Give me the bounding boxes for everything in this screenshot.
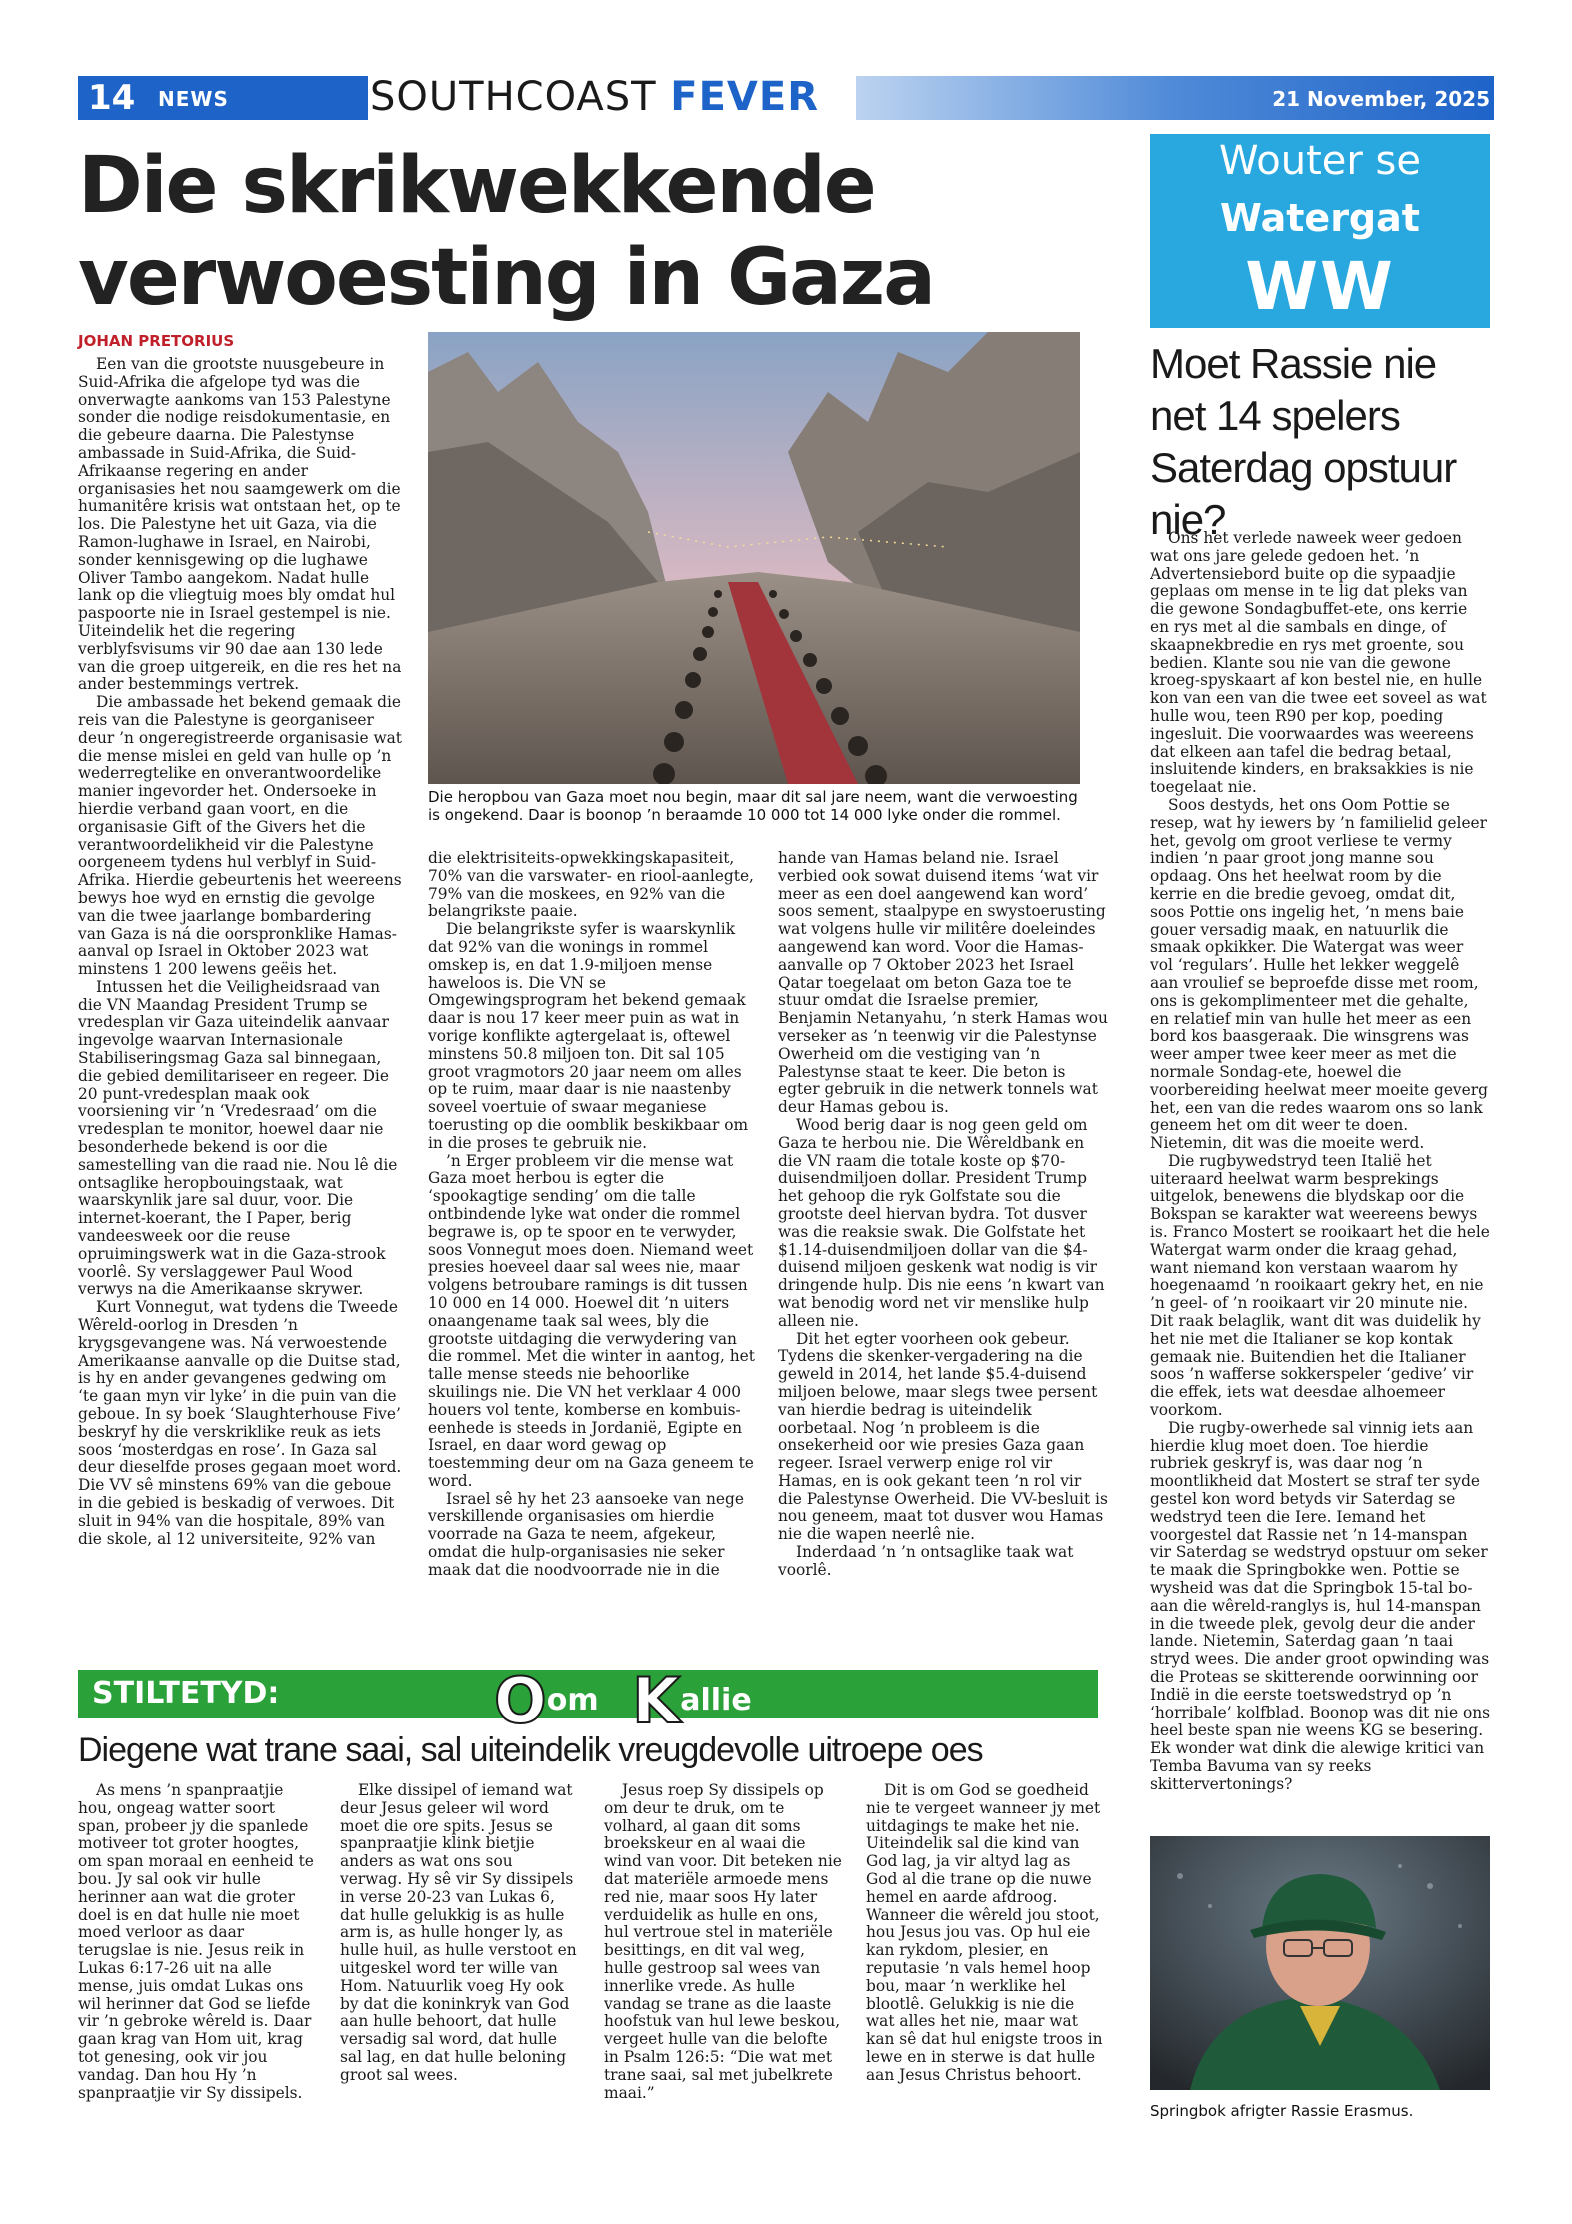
sidebar-headline: Moet Rassie nie net 14 spelers Saterdag opstuur nie?	[1150, 340, 1457, 543]
logo-letter-k: K	[632, 1664, 681, 1737]
stiltetyd-headline: Diegene wat trane saai, sal uiteindelik vreugdevolle uitroepe oes	[78, 1731, 983, 1769]
column-title-line-2: Watergat	[1220, 196, 1420, 240]
paragraph: die elektrisiteits-opwekkingskapasiteit, 70% van die varswater- en riool-aanlegte, 79% van die moskees, en 92% van die belangrikste paaie.	[428, 849, 754, 921]
masthead-brand	[370, 72, 819, 122]
paragraph: Die rugbywedstryd teen Italië het uiteraard heelwat warm besprekings uitgelok, benewens die blydskap oor die Bokspan se karakter wat weereens bewys is. Franco Mostert se rooikaart het die hele Watergat warm onder die kraag gehad, want niemand kon verstaan waarom hy hoegenaamd ’n rooikaart gekry het, en nie ’n geel- of ’n rooikaart vir 20 minute nie. Dit raak belaglik, want dit was duidelik hy het nie met die Italianer se kop kontak gemaak nie. Buitendien het die Italianer soos ’n wafferse sokkerspeler ‘gedive’ vir die effek, iets wat deesdae alhoemeer voorkom.	[1150, 1151, 1490, 1420]
sidebar-body	[1150, 530, 1490, 1794]
logo-allie: allie	[680, 1683, 752, 1718]
stiltetyd-label: STILTETYD:	[92, 1676, 280, 1711]
paragraph: hande van Hamas beland nie. Israel verbied ook sowat duisend items ‘wat vir meer as een doel aangewend kan word’ soos sement, staalpype en swystoerusting wat volgens hulle vir militêre doeleindes aangewend kan word. Voor die Hamas-aanvalle op 7 Oktober 2023 het Israel Qatar toegelaat om beton Gaza toe te stuur omdat die Israelse premier, Benjamin Netanyahu, ’n sterk Hamas wou verseker as ’n teenwig vir die Palestynse Owerheid om die vestiging van ’n Palestynse staat te keer. Die beton is egter gebruik in die netwerk tonnels wat deur Hamas gebou is.	[778, 849, 1108, 1117]
section-label: NEWS	[158, 87, 229, 111]
page-number: 14	[88, 78, 136, 118]
paragraph: Intussen het die Veiligheidsraad van die VN Maandag President Trump se vredesplan vir Gaza uiteindelik aanvaar ingevolge waarvan Internasionale Stabiliseringsmag Gaza sal binnegaan, die gebied demilitariseer en regeer. Die 20 punt-vredesplan maak ook voorsiening vir ’n ‘Vredesraad’ om die vredesplan te monitor, hoewel daar nie besonderhede bekend is oor die samestelling van die raad nie. Nou lê die ontsaglike heropbouingstaak, wat waarskynlik jare sal duur, voor. Die internet-koerant, the I Paper, berig vandeesweek oor die reuse opruimingswerk wat in die Gaza-strook voorlê. Sy verslaggewer Paul Wood verwys na die Amerikaanse skrywer.	[78, 977, 398, 1299]
paragraph: Die rugby-owerhede sal vinnig iets aan hierdie klug moet doen. Toe hierdie rubriek geskryf is, was daar nog ’n moontlikheid dat Mostert se straf ter syde gestel kon word betyds vir Saterdag se wedstryd teen die Iere. Iemand het voorgestel dat Rassie net ’n 14-manspan vir Saterdag se wedstryd opstuur om seker te maak die Springbokke wen. Pottie se wysheid was dat die Springbok 15-tal bo-aan die wêreld-ranglys is, hul 14-manspan in die tweede plek, gevolg deur die ander lande. Nietemin, Saterdag gaan ’n taai stryd wees. Die ander groot opwinding was die Proteas se skitterende oorwinning oor Indië in die eerste toetswedstryd op ’n ‘horribale’ kolfblad. Boonop was dit nie ons heel beste span nie weens KG se besering. Ek wonder wat dink die alewige kritici van Temba Bavuma van sy reeks skittervertonings?	[1150, 1418, 1491, 1793]
paragraph: Dit het egter voorheen ook gebeur. Tydens die skenker-vergadering na die geweld in 2014, het lande $5.4-duisend miljoen belowe, maar slegs twee persent van hierdie bedrag is uiteindelik oorbetaal. Nog ’n probleem is die onsekerheid oor wie presies Gaza gaan regeer. Israel verwerp enige rol vir Hamas, en is ook gekant teen ’n rol vir die Palestynse Owerheid. Die VV-besluit is nou geneem, maat tot dusver wou Hamas nie die wapen neerlê nie.	[778, 1329, 1108, 1544]
stiltetyd-column-2	[340, 1782, 578, 2085]
article-headline	[78, 140, 1118, 324]
sidebar-photo-caption: Springbok afrigter Rassie Erasmus.	[1150, 2102, 1414, 2120]
article-column-3	[778, 850, 1108, 1580]
paragraph: Die belangrikste syfer is waarskynlik dat 92% van die wonings in rommel omskep is, en dat 1.9-miljoen mense haweloos is. Die VN se Omgewingsprogram het bekend gemaak daar is nou 17 keer meer puin as wat in vorige konflikte agtergelaat is, oftewel minstens 50.8 miljoen ton. Dit sal 105 groot vragmotors 20 jaar neem om alles op te ruim, maar daar is nie naastenby soveel voertuie of swaar meganiese toerusting op die oomblik beskikbaar om in die proses te gebruik nie.	[428, 920, 749, 1152]
column-title-line-1: Wouter se	[1219, 138, 1421, 184]
paragraph: Soos destyds, het ons Oom Pottie se resep, wat hy iewers by ’n familielid geleer het, gevolg om groot verliese te vermy indien ’n paar groot jong manne sou opdaag. Ons het heelwat room by die kerrie en die bredie gevoeg, omdat dit, soos Pottie ons ingelig het, ’n mens baie gouer versadig maak, en natuurlik die smaak opkikker. Die Watergat was weer vol ‘regulars’. Hulle het lekker weggelê aan vroulief se beproefde disse met room, ons is gekomplimenteer met die gehalte, en relatief min van hulle het meer as een bord kos baasgeraak. Die winsgrens was weer amper twee keer meer as met die normale Sondag-ete, hoewel die voorbereiding heelwat meer moeite geverg het, een van die redes waarom ons so lank geneem het om dit weer te doen. Nietemin, dit was die moeite werd.	[1150, 795, 1488, 1153]
paragraph: Elke dissipel of iemand wat deur Jesus geleer wil word moet die ore spits. Jesus se spanpraatjie klink bietjie anders as wat ons sou verwag. Hy sê vir Sy dissipels in verse 20-23 van Lukas 6, dat hulle gelukkig is as hulle arm is, as hulle honger ly, as hulle huil, as hulle verstoot en uitgeskel word ter wille van Hom. Natuurlik voeg Hy ook by dat die koninkryk van God aan hulle behoort, dat hulle versadig sal word, dat hulle sal lag, en dat hulle beloning groot sal wees.	[340, 1781, 577, 2084]
stiltetyd-column-1	[78, 1782, 316, 2102]
issue-date: 21 November, 2025	[1272, 87, 1490, 111]
headline-line-1: Die skrikwekkende	[78, 141, 875, 231]
paragraph: Jesus roep Sy dissipels op om deur te druk, om te volhard, al gaan dit soms broekskeur en al waai die wind van voor. Dit beteken nie dat materiële armoede mens red nie, maar soos Hy later verduidelik as hulle en ons, hul vertroue stel in materiële besittings, en dit val weg, hulle gestroop sal wees van innerlike vrede. As hulle vandag se trane as die laaste hoofstuk van hul lewe beskou, vergeet hulle van die belofte in Psalm 126:5: “Die wat met trane saai, sal met jubelkrete maai.”	[604, 1781, 842, 2102]
paragraph: Kurt Vonnegut, wat tydens die Tweede Wêreld-oorlog in Dresden ’n krygsgevangene was. Ná verwoestende Amerikaanse aanvalle op die Duitse stad, is hy en ander gevangenes gedwing om ‘te gaan myn vir lyke’ in die puin van die geboue. In sy boek ‘Slaughterhouse Five’ beskryf hy die verskriklike reuk as iets soos ‘mosterdgas en rose’. In Gaza sal deur dieselfde proses gegaan moet word. Die VV sê minstens 69% van die geboue in die gebied is beskadig of verwoes. Dit sluit in 94% van die hospitale, 89% van die skole, al 12 universiteite, 92% van	[78, 1298, 402, 1548]
paragraph: Die ambassade het bekend gemaak die reis van die Palestyne is georganiseer deur ’n ongeregistreerde organisasie wat die mense mislei en geld van hulle op ’n wederregtelike en onverantwoordelike manier ingevorder het. Ondersoeke in hierdie verband gaan voort, en die organisasie Gift of the Givers het die verantwoordelikheid vir die Palestyne oorgeneem tydens hul verblyf in Suid-Afrika. Hierdie gebeurtenis het weereens bewys hoe wyd en ernstig die gevolge van die twee jaarlange bombardering van Gaza is ná die oorspronklike Hamas-aanval op Israel in Oktober 2023 wat minstens 1 200 lewens geëis het.	[78, 693, 402, 979]
gaza-photo-illustration	[428, 332, 1080, 784]
photo-caption: Die heropbou van Gaza moet nou begin, maar dit sal jare neem, want die verwoesting is ongekend. Daar is boonop ’n beraamde 10 000 tot 14 000 lyke onder die rommel.	[428, 788, 1078, 824]
paragraph: Een van die grootste nuusgebeure in Suid-Afrika die afgelope tyd was die onverwagte aankoms van 153 Palestyne sonder die nodige reisdokumentasie, en die gebeure daarna. Die Palestynse ambassade in Suid-Afrika, die Suid-Afrikaanse regering en ander organisasies het nou saamgewerk om die humanitêre krisis wat ontstaan het, op te los. Die Palestyne het uit Gaza, via die Ramon-lughawe in Israel, en Nairobi, sonder kennisgewing op die lughawe Oliver Tambo aangekom. Nadat hulle lank op die vliegtuig moes bly omdat hul paspoorte nie in Israel gestempel is nie. Uiteindelik het die regering verblyfsvisums vir 90 dae aan 130 lede van die groep uitgereik, en die res het na ander bestemmings vertrek.	[78, 355, 402, 694]
paragraph: Israel sê hy het 23 aansoeke van nege verskillende organisasies om hierdie voorrade na Gaza te neem, afgekeur, omdat die hulp-organisasies nie seker maak dat die noodvoorrade nie in die	[428, 1489, 744, 1579]
paragraph: As mens ’n spanpraatjie hou, ongeag watter soort span, probeer jy die spanlede motiveer tot groter hoogtes, om span moraal en eenheid te bou. Jy sal ook vir hulle herinner aan wat die groter doel is en dat hulle nie moet moed verloor as daar terugslae is nie. Jesus reik in Lukas 6:17-26 uit na alle mense, juis omdat Lukas ons wil herinner dat God se liefde vir ’n gebroke wêreld is. Daar gaan krag van Hom uit, krag tot genesing, ook vir jou vandag. Dan hou Hy ’n spanpraatjie vir Sy dissipels.	[78, 1781, 314, 2102]
brand-bold: FEVER	[670, 74, 820, 120]
paragraph: Inderdaad ’n ’n ontsaglike taak wat voorlê.	[778, 1543, 1074, 1579]
gaza-photo	[428, 332, 1080, 784]
column-initials: WW	[1245, 248, 1395, 325]
stiltetyd-column-4	[866, 1782, 1104, 2085]
article-column-2	[428, 850, 758, 1580]
logo-om: om	[546, 1683, 599, 1718]
paragraph: ’n Erger probleem vir die mense wat Gaza moet herbou is egter die ‘spookagtige sending’ om die talle ontbindende lyke wat onder die rommel begrawe is, op te spoor en te verwyder, soos Vonnegut moes doen. Niemand weet presies hoeveel daar sal wees nie, maar volgens betroubare ramings is dit tussen 10 000 en 14 000. Hoewel dit ’n uiters onaangename taak sal wees, bly die grootste uitdaging die verwydering van die rommel. Met die winter in aantog, het talle mense steeds nie behoorlike skuilings nie. Die VN het verklaar 4 000 houers vol tente, komberse en kombuis-eenhede is steeds in Jordanië, Egipte en Israel, en daar word gewag op toestemming deur om na Gaza geneem te word.	[428, 1151, 755, 1490]
stiltetyd-column-3	[604, 1782, 842, 2102]
byline: JOHAN PRETORIUS	[78, 332, 235, 350]
paragraph: Wood berig daar is nog geen geld om Gaza te herbou nie. Die Wêreldbank en die VN raam die totale koste op $70-duisendmiljoen dollar. President Trump het gehoop die ryk Golfstate sou die grootste deel hiervan bydra. Tot dusver was die reaksie swak. Die Golfstate het $1.14-duisendmiljoen dollar van die $4-duisend miljoen geskenk wat nodig is vir dringende hulp. Dis nie eens ’n kwart van wat benodig word net vir menslike hulp alleen nie.	[778, 1115, 1105, 1330]
article-column-1	[78, 356, 404, 1548]
oom-kallie-logo	[494, 1664, 752, 1737]
paragraph: Ons het verlede naweek weer gedoen wat ons jare gelede gedoen het. ’n Advertensiebord buite op die sypaadjie geplaas om mense in te lig dat pleks van die gewone Sondagbuffet-ete, ons kerrie en rys met al die sambals en dinge, of skaapnekbredie en rys met groente, sou bedien. Klante sou nie van die gewone kroeg-spyskaart af kon bestel nie, en hulle kon van een van die twee eet soveel as wat hulle wou, teen R90 per kop, poeding ingesluit. Die voorwaardes was weereens dat elkeen aan tafel die bedrag betaal, insluitende kinders, en braksakkies is nie toegelaat nie.	[1150, 529, 1487, 797]
logo-letter-o: O	[494, 1664, 547, 1737]
headline-line-2: verwoesting in Gaza	[78, 233, 934, 323]
rassie-photo	[1150, 1836, 1490, 2090]
rassie-photo-illustration	[1150, 1836, 1490, 2090]
brand-light: SOUTHCOAST	[370, 74, 657, 120]
paragraph: Dit is om God se goedheid nie te vergeet wanneer jy met uitdagings te make het nie. Uiteindelik sal die kind van God lag, ja vir altyd lag as God al die trane op die nuwe hemel en aarde afdroog. Wanneer die wêreld jou stoot, hou Jesus jou vas. Op hul eie kan rykdom, plesier, en reputasie ’n vals hemel hoop bou, maar ’n werklike hel blootlê. Gelukkig is nie die wat alles het nie, maar wat kan sê dat hul enigste troos in lewe en in sterwe is dat hulle aan Jesus Christus behoort.	[866, 1781, 1103, 2084]
